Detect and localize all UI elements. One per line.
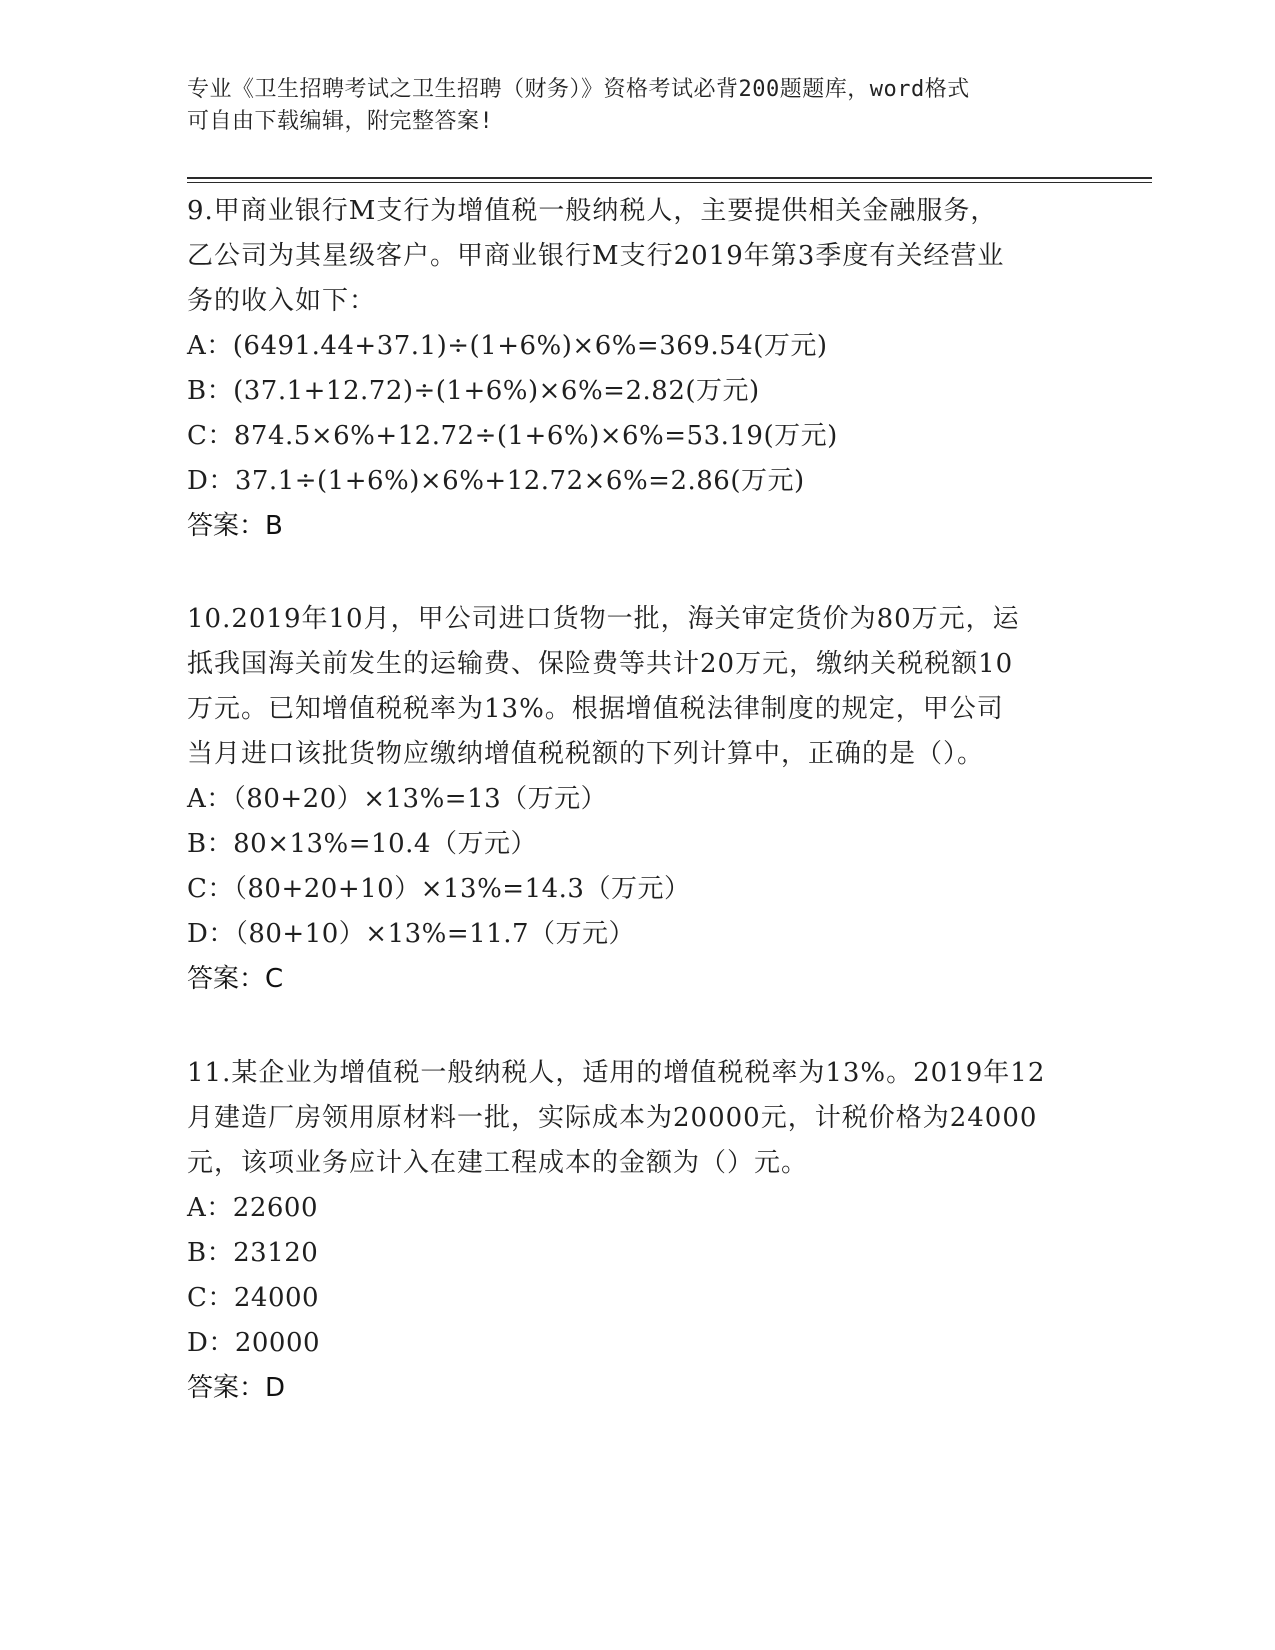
- option-a: A：（80+20）×13%=13（万元）: [187, 784, 608, 814]
- question-text-line: 11.某企业为增值税一般纳税人，适用的增值税税率为13%。2019年12: [187, 1058, 1046, 1088]
- answer-line: 答案：C: [187, 964, 284, 994]
- option-b: B：80×13%=10.4（万元）: [187, 829, 537, 859]
- header-divider: [187, 177, 1152, 179]
- question-text-line: 9.甲商业银行M支行为增值税一般纳税人，主要提供相关金融服务，: [187, 196, 998, 226]
- option-b: B：(37.1+12.72)÷(1+6%)×6%=2.82(万元): [187, 376, 760, 406]
- option-d: D：37.1÷(1+6%)×6%+12.72×6%=2.86(万元): [187, 466, 805, 496]
- option-c: C：（80+20+10）×13%=14.3（万元）: [187, 874, 691, 904]
- answer-line: 答案：B: [187, 511, 283, 541]
- option-d: D：20000: [187, 1328, 321, 1358]
- option-b: B：23120: [187, 1238, 319, 1268]
- option-c: C：24000: [187, 1283, 320, 1313]
- question-text-line: 抵我国海关前发生的运输费、保险费等共计20万元，缴纳关税税额10: [187, 649, 1014, 679]
- answer-line: 答案：D: [187, 1373, 286, 1403]
- question-block: [187, 597, 1087, 1002]
- question-text-line: 乙公司为其星级客户。甲商业银行M支行2019年第3季度有关经营业: [187, 241, 1005, 271]
- header-divider: [187, 182, 1152, 183]
- option-c: C：874.5×6%+12.72÷(1+6%)×6%=53.19(万元): [187, 421, 838, 451]
- header-line: 可自由下载编辑，附完整答案!: [187, 109, 494, 134]
- option-d: D：（80+10）×13%=11.7（万元）: [187, 919, 636, 949]
- option-a: A：(6491.44+37.1)÷(1+6%)×6%=369.54(万元): [187, 331, 828, 361]
- header-line: 专业《卫生招聘考试之卫生招聘（财务）》资格考试必背200题题库，word格式: [187, 77, 970, 102]
- question-block: [187, 189, 1087, 549]
- question-text-line: 务的收入如下：: [187, 286, 377, 316]
- question-text-line: 当月进口该批货物应缴纳增值税税额的下列计算中，正确的是（）。: [187, 739, 985, 769]
- question-text-line: 万元。已知增值税税率为13%。根据增值税法律制度的规定，甲公司: [187, 694, 1004, 724]
- question-text-line: 元，该项业务应计入在建工程成本的金额为（）元。: [187, 1148, 809, 1178]
- question-block: [187, 1051, 1087, 1411]
- question-text-line: 10.2019年10月，甲公司进口货物一批，海关审定货价为80万元，运: [187, 604, 1020, 634]
- question-text-line: 月建造厂房领用原材料一批，实际成本为20000元，计税价格为24000: [187, 1103, 1038, 1133]
- document-header: [187, 74, 1067, 138]
- option-a: A：22600: [187, 1193, 318, 1223]
